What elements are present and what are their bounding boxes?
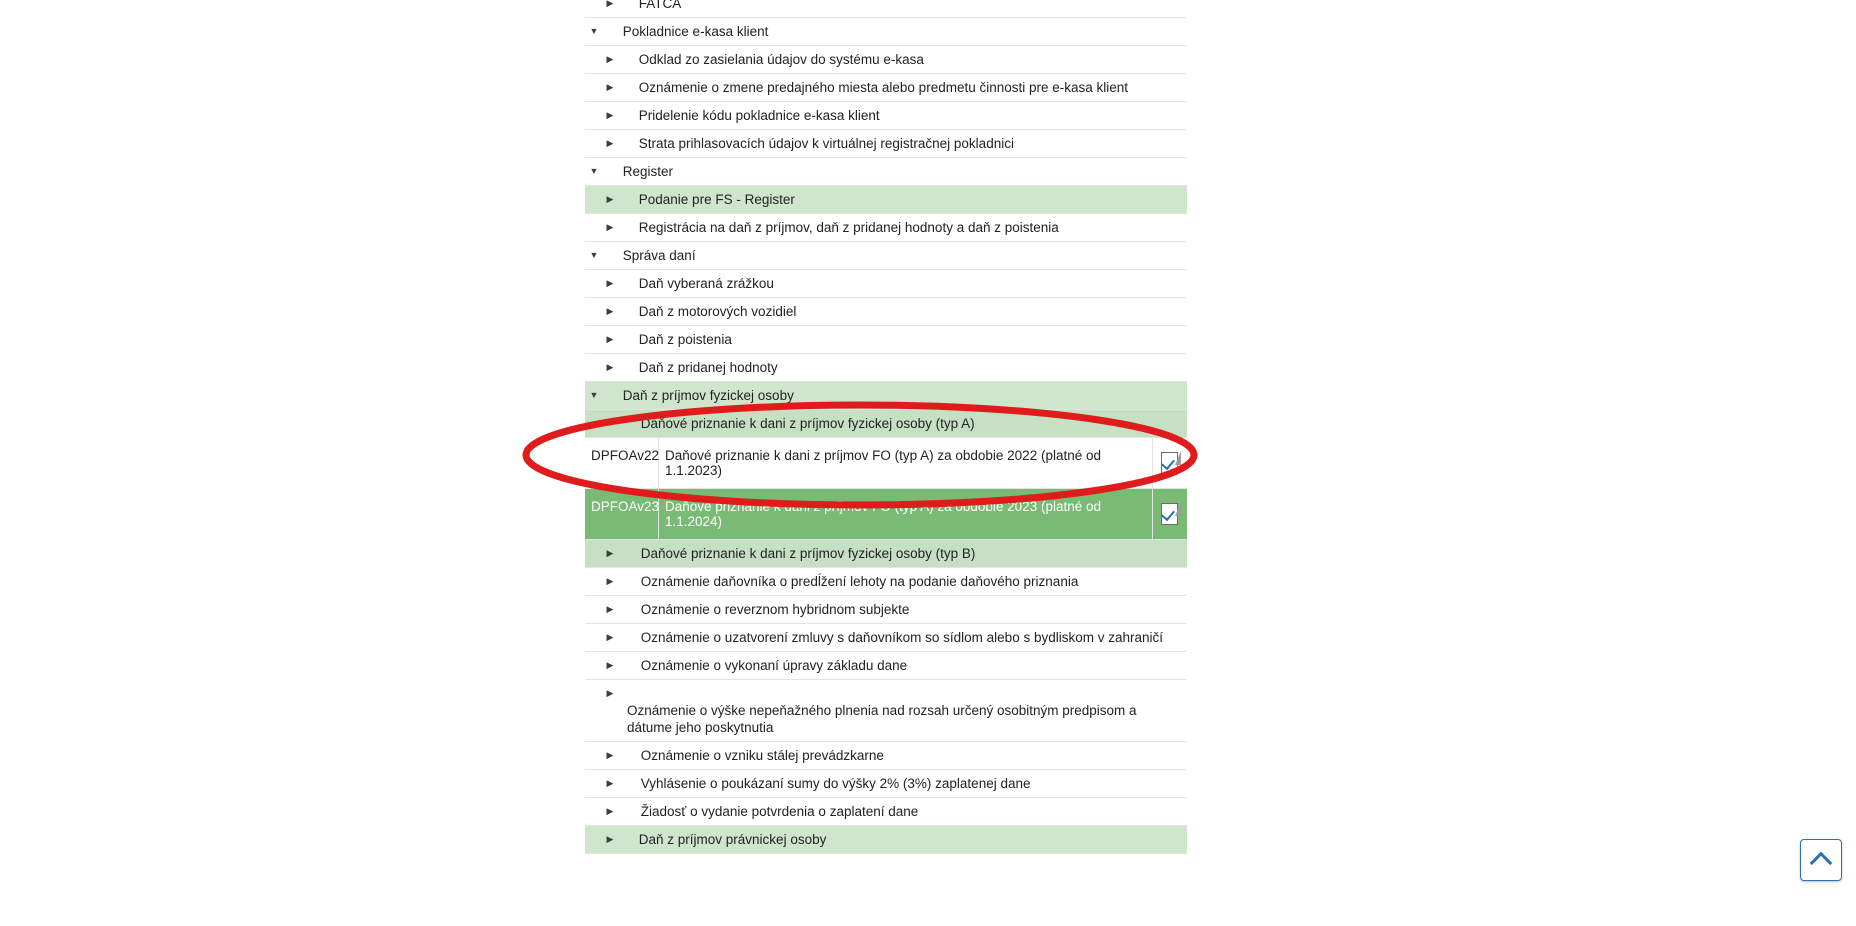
- tree-item-sprava-dani[interactable]: [585, 242, 1187, 270]
- chevron-right-icon: ▶: [606, 806, 614, 816]
- tree-item-dan-z-motorovych-vozidiel[interactable]: [585, 298, 1187, 326]
- chevron-right-icon: ▶: [606, 138, 614, 148]
- form-catalog-tree: [585, 0, 1187, 854]
- chevron-right-icon: ▶: [606, 362, 614, 372]
- tree-item-registracia-na-dan[interactable]: [585, 214, 1187, 242]
- chevron-right-icon: ▶: [606, 548, 614, 558]
- form-description: Daňové priznanie k dani z príjmov FO (typ A) za obdobie 2022 (platné od 1.1.2023): [659, 438, 1153, 488]
- tree-item-label: Daňové priznanie k dani z príjmov fyzickej osoby (typ A): [640, 416, 975, 431]
- chevron-right-icon: ▶: [606, 278, 614, 288]
- tree-item-label: Daň z poistenia: [638, 332, 732, 347]
- tree-item-label: Oznámenie o vykonaní úpravy základu dane: [640, 658, 908, 673]
- tree-item-label: Pridelenie kódu pokladnice e-kasa klient: [638, 108, 880, 123]
- chevron-up-icon: [1810, 851, 1833, 874]
- tree-item-odklad-zasielania[interactable]: [585, 46, 1187, 74]
- chevron-right-icon: ▶: [606, 194, 614, 204]
- chevron-right-icon: ▶: [606, 604, 614, 614]
- tree-item-label: Správa daní: [622, 248, 696, 263]
- chevron-down-icon: ▼: [589, 250, 599, 260]
- tree-item-label: Žiadosť o vydanie potvrdenia o zaplatení dane: [640, 804, 919, 819]
- tree-item-label: Oznámenie o zmene predajného miesta alebo predmetu činnosti pre e-kasa klient: [638, 80, 1129, 95]
- tree-item-label: Registrácia na daň z príjmov, daň z pridanej hodnoty a daň z poistenia: [638, 220, 1059, 235]
- chevron-down-icon: ▼: [589, 166, 599, 176]
- chevron-right-icon: ▶: [606, 632, 614, 642]
- tree-item-dp-fo-typ-b[interactable]: [585, 540, 1187, 568]
- form-edit-icon[interactable]: [1159, 451, 1181, 475]
- chevron-right-icon: ▶: [606, 660, 614, 670]
- tree-item-oznamenie-vyska-nepenazneho-plnenia[interactable]: [585, 680, 1187, 742]
- chevron-right-icon: ▶: [606, 576, 614, 586]
- chevron-right-icon: ▶: [606, 54, 614, 64]
- tree-item-dp-fo-typ-a[interactable]: [585, 410, 1187, 438]
- tree-item-oznamenie-reverzny-hybridny-subjekt[interactable]: [585, 596, 1187, 624]
- tree-item-dan-z-prijmov-fyzickej-osoby[interactable]: [585, 382, 1187, 410]
- tree-item-label: FATCA: [638, 0, 682, 11]
- chevron-right-icon: ▶: [606, 110, 614, 120]
- tree-item-pridelenie-kodu-pokladnice[interactable]: [585, 102, 1187, 130]
- form-edit-icon[interactable]: [1159, 502, 1181, 526]
- tree-item-oznamenie-predlzenie-lehoty[interactable]: [585, 568, 1187, 596]
- tree-item-label: Oznámenie o uzatvorení zmluvy s daňovníkom so sídlom alebo s bydliskom v zahraničí: [640, 630, 1164, 645]
- chevron-right-icon: ▶: [606, 688, 614, 698]
- tree-item-oznamenie-vznik-stalej-prevadzkarne[interactable]: [585, 742, 1187, 770]
- tree-item-label: Podanie pre FS - Register: [638, 192, 795, 207]
- chevron-right-icon: ▶: [606, 306, 614, 316]
- tree-item-label: Vyhlásenie o poukázaní sumy do výšky 2% (3%) zaplatenej dane: [640, 776, 1031, 791]
- chevron-right-icon: ▶: [606, 750, 614, 760]
- tree-rows-top: [585, 0, 1187, 438]
- tree-item-strata-prihlasovacich-udajov[interactable]: [585, 130, 1187, 158]
- tree-item-oznamenie-uzatvorenie-zmluvy[interactable]: [585, 624, 1187, 652]
- form-code: DPFOAv22: [585, 438, 659, 488]
- tree-item-label: Daň z motorových vozidiel: [638, 304, 797, 319]
- tree-item-label: Oznámenie o reverznom hybridnom subjekte: [640, 602, 910, 617]
- tree-item-label: Daň z pridanej hodnoty: [638, 360, 778, 375]
- chevron-down-icon: ▼: [605, 418, 615, 428]
- table-row[interactable]: [585, 489, 1187, 540]
- tree-item-label: Daň z príjmov fyzickej osoby: [622, 388, 794, 403]
- table-row[interactable]: [585, 438, 1187, 489]
- tree-item-label: Pokladnice e-kasa klient: [622, 24, 769, 39]
- tree-item-label: Oznámenie daňovníka o predĺžení lehoty na podanie daňového priznania: [640, 574, 1079, 589]
- tree-item-label: Odklad zo zasielania údajov do systému e-kasa: [638, 52, 924, 67]
- tree-item-podanie-pre-fs-register[interactable]: [585, 186, 1187, 214]
- tree-item-oznamenie-uprava-zakladu-dane[interactable]: [585, 652, 1187, 680]
- form-edit-icon-pen: [1175, 502, 1181, 516]
- tree-item-fatca[interactable]: [585, 0, 1187, 18]
- chevron-right-icon: ▶: [606, 0, 614, 8]
- form-action-cell[interactable]: [1153, 489, 1187, 539]
- tree-item-label: Daň z príjmov právnickej osoby: [638, 832, 827, 847]
- tree-item-oznamenie-zmena-predajneho-miesta[interactable]: [585, 74, 1187, 102]
- tree-item-dan-z-poistenia[interactable]: [585, 326, 1187, 354]
- chevron-down-icon: ▼: [589, 26, 599, 36]
- chevron-right-icon: ▶: [606, 834, 614, 844]
- tree-item-label: Strata prihlasovacích údajov k virtuálnej registračnej pokladnici: [638, 136, 1014, 151]
- chevron-down-icon: ▼: [589, 390, 599, 400]
- form-variant-table: [585, 438, 1187, 540]
- tree-item-pokladnice-e-kasa-klient[interactable]: [585, 18, 1187, 46]
- form-description: Daňové priznanie k dani z príjmov FO (typ A) za obdobie 2023 (platné od 1.1.2024): [659, 489, 1153, 539]
- tree-item-dan-vyberana-zrazkou[interactable]: [585, 270, 1187, 298]
- tree-rows-bottom: [585, 540, 1187, 854]
- chevron-right-icon: ▶: [606, 778, 614, 788]
- tree-item-dan-z-pridanej-hodnoty[interactable]: [585, 354, 1187, 382]
- form-action-cell[interactable]: [1153, 438, 1187, 488]
- form-edit-icon-pen: [1175, 451, 1181, 465]
- chevron-right-icon: ▶: [606, 222, 614, 232]
- tree-item-register[interactable]: [585, 158, 1187, 186]
- chevron-right-icon: ▶: [606, 334, 614, 344]
- tree-item-label: Daňové priznanie k dani z príjmov fyzickej osoby (typ B): [640, 546, 976, 561]
- tree-item-label: Oznámenie o výške nepeňažného plnenia nad rozsah určený osobitným predpisom a dátume jeho poskytnutia: [627, 703, 1137, 735]
- tree-item-label: Oznámenie o vzniku stálej prevádzkarne: [640, 748, 884, 763]
- tree-item-ziadost-potvrdenie-zaplatenie-dane[interactable]: [585, 798, 1187, 826]
- chevron-right-icon: ▶: [606, 82, 614, 92]
- tree-item-label: Daň vyberaná zrážkou: [638, 276, 774, 291]
- tree-item-vyhlasenie-2-percenta[interactable]: [585, 770, 1187, 798]
- tree-item-dan-z-prijmov-pravnickej-osoby[interactable]: [585, 826, 1187, 854]
- tree-item-label: Register: [622, 164, 674, 179]
- form-code: DPFOAv23: [585, 489, 659, 539]
- scroll-to-top-button[interactable]: [1800, 839, 1842, 881]
